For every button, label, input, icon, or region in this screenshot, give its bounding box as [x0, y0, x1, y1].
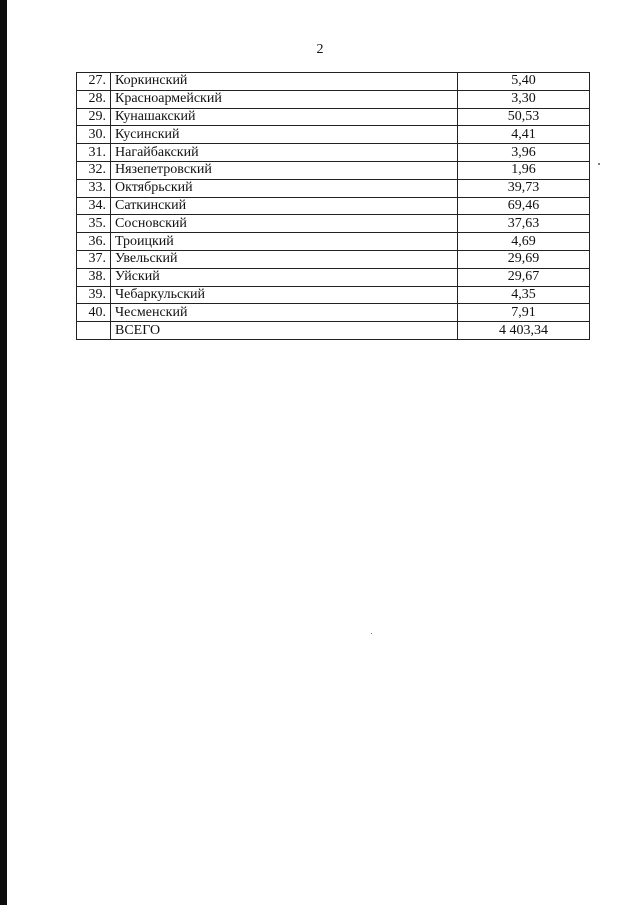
row-value: 4,41	[458, 126, 590, 144]
row-district-name: Октябрьский	[111, 179, 458, 197]
row-value: 7,91	[458, 304, 590, 322]
row-district-name: Увельский	[111, 250, 458, 268]
row-value: 4,35	[458, 286, 590, 304]
row-number: 29.	[77, 108, 111, 126]
row-value: 3,96	[458, 144, 590, 162]
row-number: 28.	[77, 90, 111, 108]
row-number: 38.	[77, 268, 111, 286]
total-row-number	[77, 322, 111, 340]
row-value: 29,69	[458, 250, 590, 268]
table-row	[77, 304, 590, 322]
row-district-name: Кусинский	[111, 126, 458, 144]
table-row	[77, 250, 590, 268]
row-number: 39.	[77, 286, 111, 304]
row-district-name: Троицкий	[111, 233, 458, 251]
row-value: 37,63	[458, 215, 590, 233]
row-number: 33.	[77, 179, 111, 197]
table-row	[77, 108, 590, 126]
table-row	[77, 73, 590, 91]
table-body	[77, 73, 590, 340]
row-number: 35.	[77, 215, 111, 233]
total-row-label: ВСЕГО	[111, 322, 458, 340]
scan-speck	[598, 163, 600, 165]
data-table	[76, 72, 590, 340]
row-number: 31.	[77, 144, 111, 162]
row-number: 30.	[77, 126, 111, 144]
table-row	[77, 286, 590, 304]
row-district-name: Коркинский	[111, 73, 458, 91]
row-value: 3,30	[458, 90, 590, 108]
row-district-name: Чесменский	[111, 304, 458, 322]
row-district-name: Красноармейский	[111, 90, 458, 108]
page-number: 2	[316, 42, 324, 57]
row-district-name: Кунашакский	[111, 108, 458, 126]
total-row	[77, 322, 590, 340]
table-row	[77, 233, 590, 251]
row-value: 50,53	[458, 108, 590, 126]
table-row	[77, 90, 590, 108]
table-row	[77, 126, 590, 144]
row-number: 40.	[77, 304, 111, 322]
row-value: 1,96	[458, 161, 590, 179]
row-value: 29,67	[458, 268, 590, 286]
row-value: 5,40	[458, 73, 590, 91]
scan-speck	[371, 633, 372, 634]
table-row	[77, 197, 590, 215]
row-number: 34.	[77, 197, 111, 215]
row-number: 37.	[77, 250, 111, 268]
row-district-name: Чебаркульский	[111, 286, 458, 304]
row-number: 36.	[77, 233, 111, 251]
table-row	[77, 179, 590, 197]
table-row	[77, 144, 590, 162]
total-row-value: 4 403,34	[458, 322, 590, 340]
row-number: 32.	[77, 161, 111, 179]
row-value: 4,69	[458, 233, 590, 251]
table-row	[77, 215, 590, 233]
row-district-name: Сосновский	[111, 215, 458, 233]
row-value: 39,73	[458, 179, 590, 197]
table-row	[77, 161, 590, 179]
row-value: 69,46	[458, 197, 590, 215]
row-district-name: Нагайбакский	[111, 144, 458, 162]
row-district-name: Нязепетровский	[111, 161, 458, 179]
row-district-name: Саткинский	[111, 197, 458, 215]
row-district-name: Уйский	[111, 268, 458, 286]
row-number: 27.	[77, 73, 111, 91]
scan-left-edge	[0, 0, 7, 905]
table-row	[77, 268, 590, 286]
